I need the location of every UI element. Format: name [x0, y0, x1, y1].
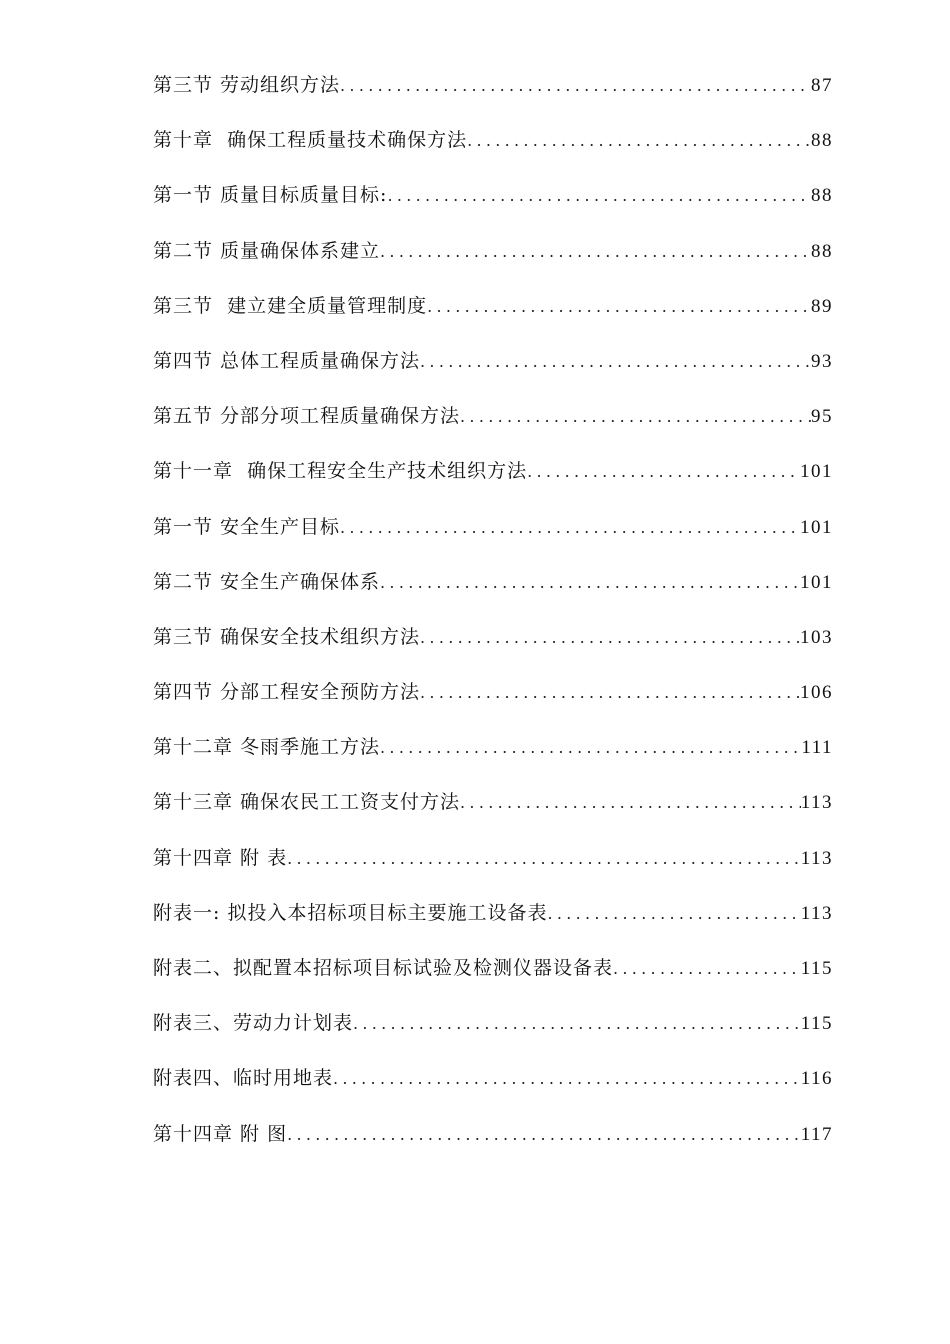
- toc-entry-title: 第十四章 附 表: [153, 846, 288, 869]
- toc-entry[interactable]: [153, 168, 833, 223]
- toc-entry[interactable]: [153, 555, 833, 610]
- toc-dot-leader: [460, 775, 801, 830]
- toc-entry-title: 第十一章 确保工程安全生产技术组织方法: [153, 460, 528, 483]
- toc-entry-page: 113: [800, 902, 833, 924]
- toc-dot-leader: [387, 168, 811, 223]
- toc-entry-title: 第四节 分部工程安全预防方法: [153, 681, 421, 704]
- toc-dot-leader: [380, 720, 801, 775]
- toc-entry-title: 第二节 质量确保体系建立: [153, 239, 381, 262]
- toc-entry-page: 88: [811, 185, 833, 207]
- toc-dot-leader: [340, 500, 800, 555]
- toc-entry-title: 第一节 质量目标质量目标:: [153, 184, 388, 207]
- toc-entry-title: 第一节 安全生产目标: [153, 515, 341, 538]
- toc-entry-page: 101: [800, 516, 833, 538]
- toc-entry-page: 88: [811, 130, 833, 152]
- toc-entry-page: 87: [811, 75, 833, 96]
- toc-entry[interactable]: [153, 1107, 833, 1162]
- toc-entry[interactable]: [153, 334, 833, 389]
- toc-entry-title: 第三节 劳动组织方法: [153, 74, 341, 96]
- toc-entry-page: 95: [811, 406, 833, 428]
- toc-entry[interactable]: [153, 996, 833, 1051]
- toc-entry-page: 101: [800, 571, 833, 593]
- toc-entry[interactable]: [153, 389, 833, 444]
- toc-dot-leader: [380, 555, 800, 610]
- toc-dot-leader: [527, 444, 800, 499]
- toc-entry-page: 115: [800, 1013, 833, 1035]
- table-of-contents: [153, 58, 833, 1162]
- toc-dot-leader: [420, 665, 800, 720]
- toc-dot-leader: [467, 113, 811, 168]
- toc-entry-title: 附表一: 拟投入本招标项目标主要施工设备表: [153, 901, 548, 924]
- toc-entry-page: 115: [800, 958, 833, 979]
- toc-entry[interactable]: [153, 886, 833, 941]
- toc-dot-leader: [613, 941, 801, 996]
- toc-entry-title: 第十二章 冬雨季施工方法: [153, 736, 381, 759]
- toc-entry-title: 第三节 建立建全质量管理制度: [153, 294, 428, 317]
- toc-entry[interactable]: [153, 58, 833, 113]
- toc-entry-title: 第五节 分部分项工程质量确保方法: [153, 405, 461, 428]
- toc-entry-title: 第十章 确保工程质量技术确保方法: [153, 129, 468, 152]
- toc-entry-title: 附表四、临时用地表: [153, 1067, 334, 1090]
- toc-entry-title: 第三节 确保安全技术组织方法: [153, 625, 421, 648]
- toc-entry-page: 113: [800, 792, 833, 814]
- toc-dot-leader: [427, 279, 811, 334]
- toc-entry[interactable]: [153, 279, 833, 334]
- toc-dot-leader: [287, 831, 801, 886]
- toc-entry-title: 第四节 总体工程质量确保方法: [153, 349, 421, 372]
- toc-entry[interactable]: [153, 665, 833, 720]
- toc-entry-page: 89: [811, 295, 833, 317]
- toc-dot-leader: [420, 334, 811, 389]
- toc-entry[interactable]: [153, 720, 833, 775]
- toc-entry[interactable]: [153, 775, 833, 830]
- toc-entry-page: 111: [801, 737, 833, 759]
- toc-entry-title: 附表三、劳动力计划表: [153, 1012, 354, 1035]
- toc-entry-page: 117: [800, 1123, 833, 1145]
- toc-entry[interactable]: [153, 113, 833, 168]
- toc-dot-leader: [353, 996, 801, 1051]
- toc-entry[interactable]: [153, 224, 833, 279]
- toc-entry[interactable]: [153, 941, 833, 996]
- toc-dot-leader: [420, 610, 800, 665]
- toc-entry[interactable]: [153, 500, 833, 555]
- toc-entry-title: 附表二、拟配置本招标项目标试验及检测仪器设备表: [153, 957, 614, 979]
- toc-entry[interactable]: [153, 1051, 833, 1106]
- toc-entry[interactable]: [153, 444, 833, 499]
- toc-entry[interactable]: [153, 610, 833, 665]
- toc-entry-title: 第二节 安全生产确保体系: [153, 570, 381, 593]
- toc-dot-leader: [460, 389, 811, 444]
- toc-dot-leader: [287, 1107, 801, 1162]
- toc-entry-page: 116: [800, 1068, 833, 1090]
- toc-entry-title: 第十三章 确保农民工工资支付方法: [153, 791, 461, 814]
- toc-dot-leader: [340, 58, 811, 113]
- toc-entry-page: 103: [800, 626, 833, 648]
- toc-entry-page: 93: [811, 350, 833, 372]
- toc-dot-leader: [547, 886, 800, 941]
- toc-dot-leader: [333, 1051, 801, 1106]
- toc-entry[interactable]: [153, 831, 833, 886]
- toc-entry-page: 101: [800, 461, 833, 483]
- toc-dot-leader: [380, 224, 811, 279]
- toc-entry-page: 113: [800, 847, 833, 869]
- toc-entry-page: 106: [800, 682, 833, 704]
- toc-entry-page: 88: [811, 240, 833, 262]
- toc-entry-title: 第十四章 附 图: [153, 1122, 288, 1145]
